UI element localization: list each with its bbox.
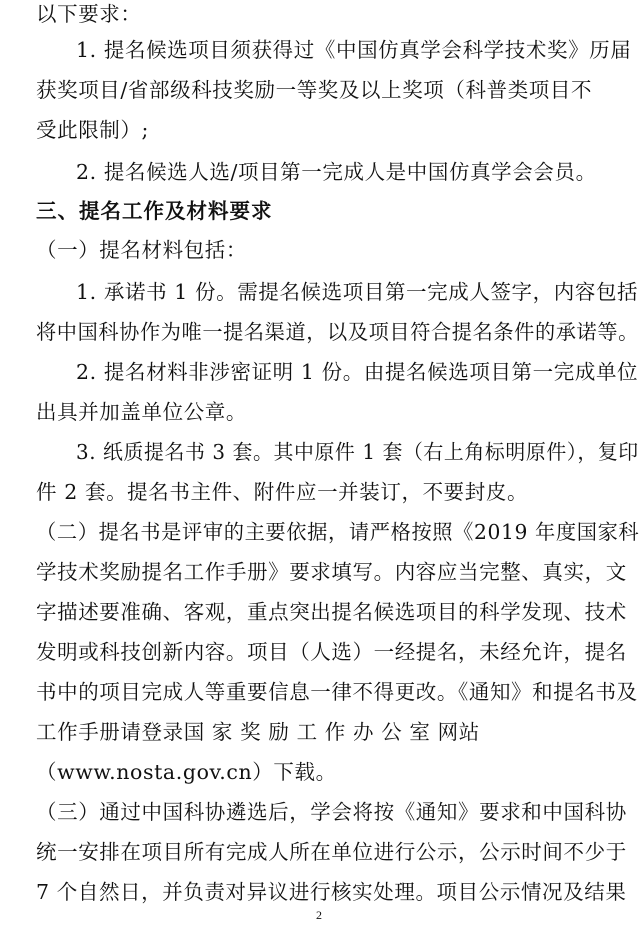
text-line: 学技术奖励提名工作手册》要求填写。内容应当完整、真实，文 (36, 560, 627, 584)
text-line: 以下要求： (36, 2, 142, 26)
text-line: 7 个自然日，并负责对异议进行核实处理。项目公示情况及结果 (36, 880, 627, 904)
text-line: （二）提名书是评审的主要依据，请严格按照《2019 年度国家科 (36, 520, 640, 544)
text-line: 字描述要准确、客观，重点突出提名候选项目的科学发现、技术 (36, 600, 627, 624)
text-line: 工作手册请登录国 家 奖 励 工 作 办 公 室 网站 (36, 720, 480, 744)
page-number: 2 (316, 908, 322, 922)
text-line: （www.nosta.gov.cn）下载。 (36, 760, 337, 784)
section-heading: 三、提名工作及材料要求 (36, 199, 273, 223)
text-line: 1. 承诺书 1 份。需提名候选项目第一完成人签字，内容包括 (76, 280, 639, 304)
text-line: 件 2 套。提名书主件、附件应一并装订，不要封皮。 (36, 480, 529, 504)
text-line: 发明或科技创新内容。项目（人选）一经提名，未经允许，提名 (36, 640, 627, 664)
text-line: 3. 纸质提名书 3 套。其中原件 1 套（右上角标明原件），复印 (76, 440, 639, 464)
text-line: 获奖项目/省部级科技奖励一等奖及以上奖项（科普类项目不 (36, 78, 593, 102)
text-line: 1. 提名候选项目须获得过《中国仿真学会科学技术奖》历届 (76, 38, 632, 62)
text-line: 受此限制）; (36, 118, 150, 142)
text-line: （一）提名材料包括： (36, 238, 247, 262)
text-line: （三）通过中国科协遴选后，学会将按《通知》要求和中国科协 (36, 800, 627, 824)
text-line: 2. 提名材料非涉密证明 1 份。由提名候选项目第一完成单位 (76, 360, 639, 384)
text-line: 2. 提名候选人选/项目第一完成人是中国仿真学会会员。 (76, 160, 597, 184)
text-line: 书中的项目完成人等重要信息一律不得更改。《通知》和提名书及 (36, 680, 638, 704)
text-line: 出具并加盖单位公章。 (36, 400, 247, 424)
text-line: 统一安排在项目所有完成人所在单位进行公示，公示时间不少于 (36, 840, 627, 864)
text-line: 将中国科协作为唯一提名渠道，以及项目符合提名条件的承诺等。 (36, 320, 639, 344)
